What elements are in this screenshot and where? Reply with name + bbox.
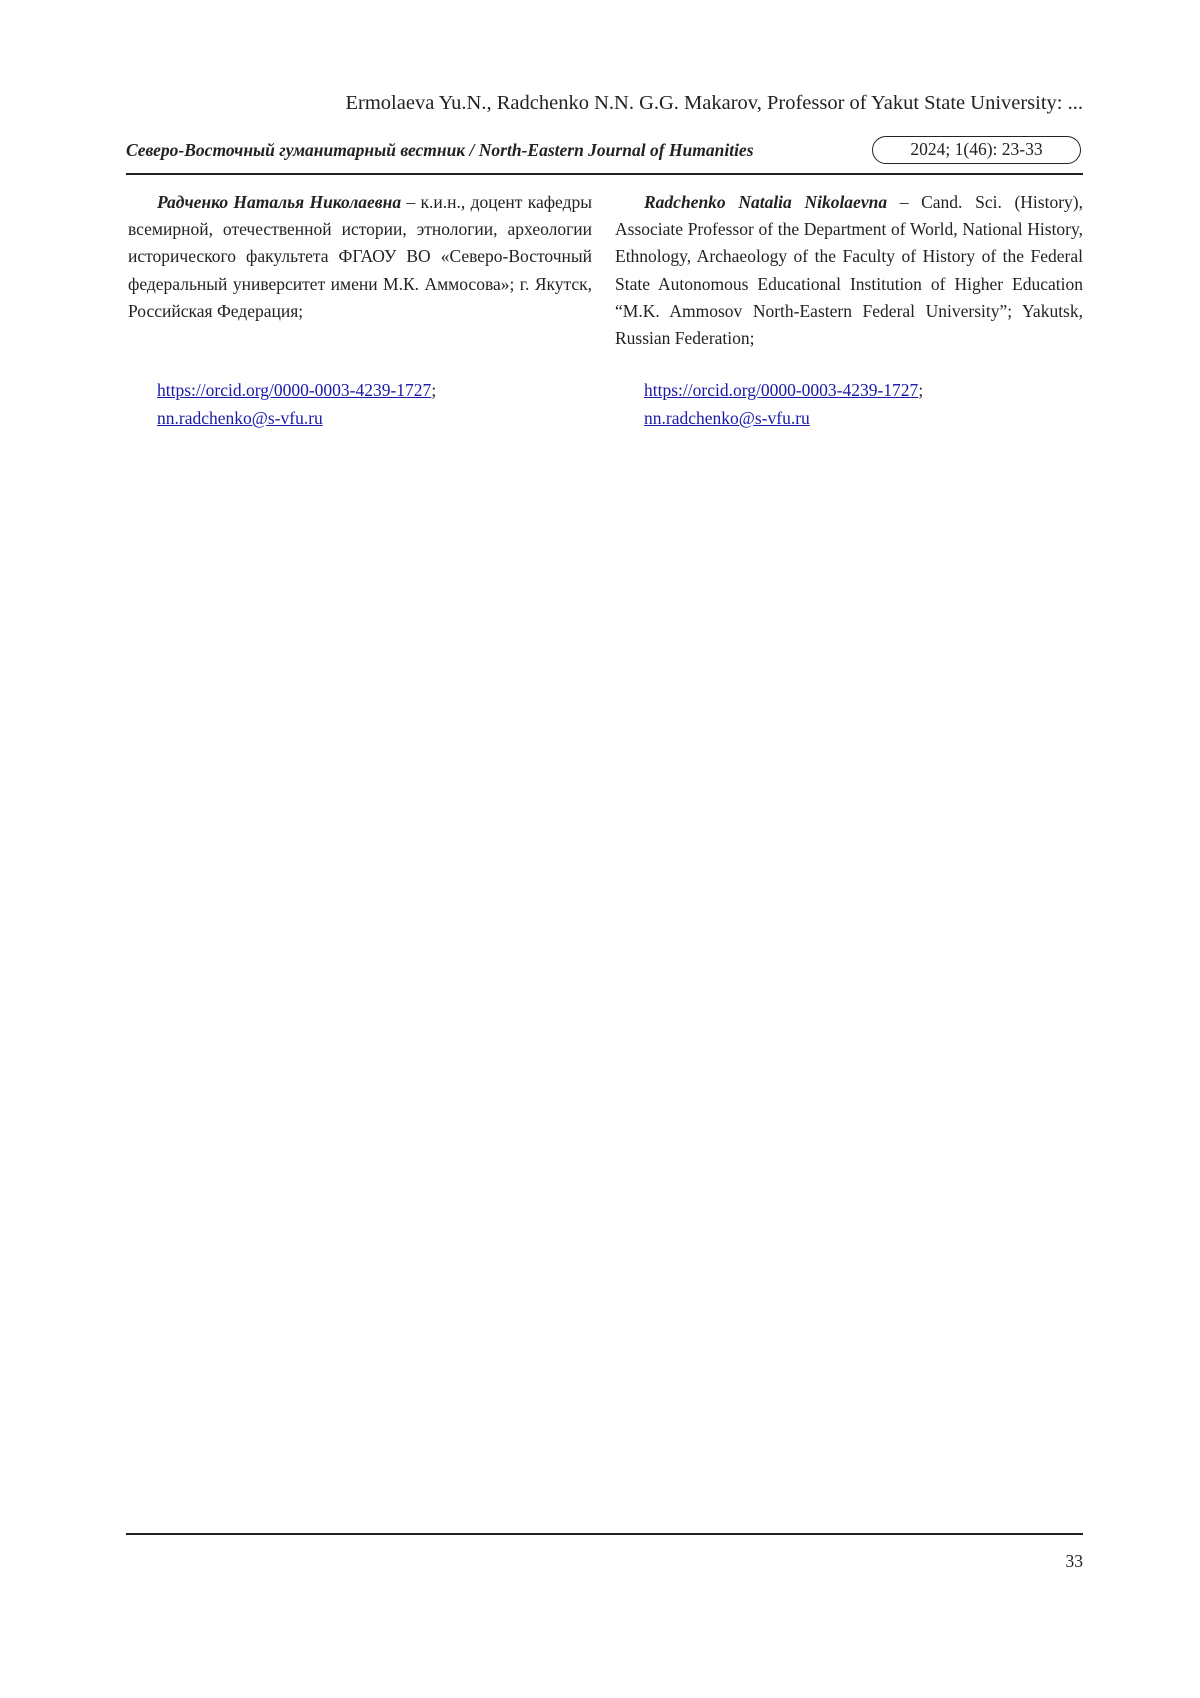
email-link[interactable]: nn.radchenko@s-vfu.ru [644, 408, 810, 428]
author-name-ru: Радченко Наталья Николаевна [157, 192, 402, 212]
contact-links-en [644, 376, 923, 432]
author-bio-ru: – к.и.н., доцент кафедры всемирной, отечественной истории, этнологии, археологии исторического факультета ФГАОУ ВО «Северо-Восточный федеральный университет имени М.К. Аммосова»; г. Якутск, Российская Федерация; [128, 192, 592, 321]
orcid-link[interactable]: https://orcid.org/0000-0003-4239-1727 [157, 380, 432, 400]
orcid-link[interactable]: https://orcid.org/0000-0003-4239-1727 [644, 380, 919, 400]
contact-links-ru [157, 376, 436, 432]
journal-name: Северо-Восточный гуманитарный вестник / North-Eastern Journal of Humanities [126, 140, 754, 160]
header-divider [126, 173, 1083, 175]
separator: ; [918, 380, 924, 400]
footer-divider [126, 1533, 1083, 1535]
author-bio-en: – Cand. Sci. (History), Associate Professor of the Department of World, National History, Ethnology, Archaeology of the Faculty of History of the Federal State Autonomous Educational Institution of Higher Education “M.K. Ammosov North-Eastern Federal University”; Yakutsk, Russian Federation; [615, 192, 1083, 349]
journal-header [126, 136, 1083, 176]
author-info-en [615, 189, 1083, 352]
running-title: Ermolaeva Yu.N., Radchenko N.N. G.G. Makarov, Professor of Yakut State University: ... [345, 92, 1083, 114]
author-info-ru [128, 189, 592, 325]
issue-badge: 2024; 1(46): 23-33 [872, 136, 1081, 164]
author-name-en: Radchenko Natalia Nikolaevna [644, 192, 888, 212]
separator: ; [431, 380, 437, 400]
email-link[interactable]: nn.radchenko@s-vfu.ru [157, 408, 323, 428]
page-number: 33 [1065, 1551, 1083, 1571]
